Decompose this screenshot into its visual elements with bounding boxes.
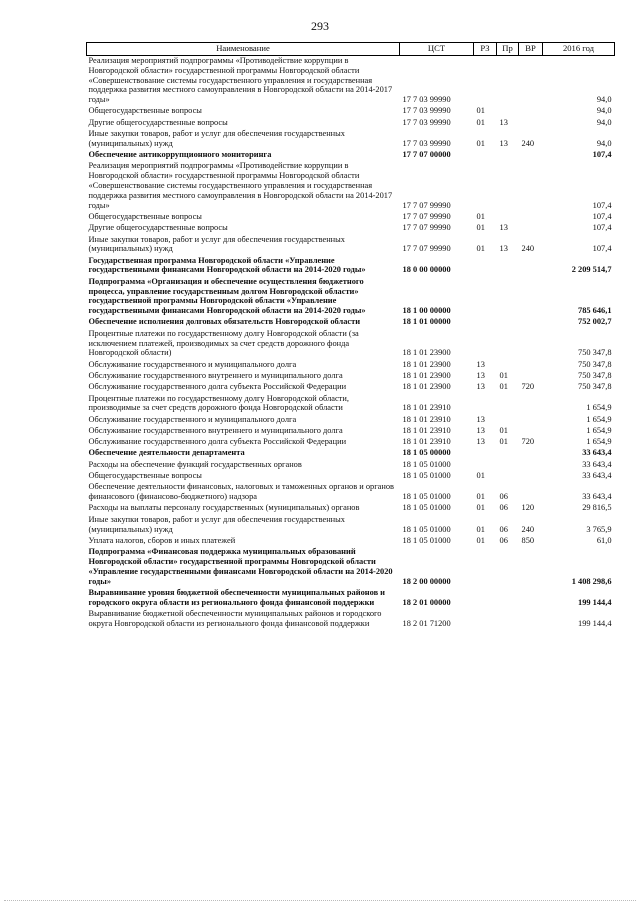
cell-vr: 240 [521, 524, 535, 534]
cell-vr [519, 394, 543, 415]
cell-cst: 18 1 05 00000 [402, 448, 451, 458]
budget-table [86, 42, 615, 630]
cell-sum: 94,0 [596, 106, 612, 116]
cell-sum: 1 408 298,6 [571, 576, 612, 586]
cell-sum: 94,0 [596, 117, 612, 127]
cell-vr [519, 482, 543, 503]
cell-pr: 13 [499, 223, 508, 233]
cell-pr [497, 150, 519, 161]
cell-name: Обслуживание государственного долга субъекта Российской Федерации [88, 437, 347, 447]
header-cst: ЦСТ [400, 43, 474, 56]
table-body [87, 56, 615, 631]
cell-name: Другие общегосударственные вопросы [88, 223, 228, 233]
cell-cst: 17 7 03 99990 [402, 138, 451, 148]
table-header [87, 43, 615, 56]
cell-sum: 750 347,8 [578, 348, 612, 358]
cell-sum: 3 765,9 [586, 524, 612, 534]
cell-name: Обслуживание государственного и муниципального долга [88, 359, 297, 369]
cell-sum: 2 209 514,7 [571, 265, 612, 275]
cell-cst: 18 1 05 01000 [402, 524, 451, 534]
cell-pr: 06 [499, 492, 508, 502]
cell-name: Иные закупки товаров, работ и услуг для обеспечения государственных (муниципальных) нужд [88, 129, 345, 148]
cell-pr: 13 [499, 117, 508, 127]
table-row [87, 277, 615, 318]
cell-pr: 01 [499, 370, 508, 380]
table-row [87, 415, 615, 426]
table-row [87, 235, 615, 256]
table-row [87, 536, 615, 547]
cell-pr: 01 [499, 382, 508, 392]
cell-pr [497, 256, 519, 277]
table-row [87, 515, 615, 536]
cell-rz: 01 [476, 535, 485, 545]
cell-sum: 752 002,7 [578, 317, 612, 327]
cell-sum: 107,4 [592, 200, 612, 210]
header-name: Наименование [87, 43, 400, 56]
page-number: 293 [311, 19, 329, 33]
cell-name: Общегосударственные вопросы [88, 471, 202, 481]
cell-name: Подпрограмма «Финансовая поддержка муниципальных образований Новгородской области» государственной программы Новгородской области «Управление государственными финансами Новгородской области на 2014-2020 годы» [88, 547, 393, 586]
cell-cst: 18 2 00 00000 [402, 576, 451, 586]
table-row [87, 317, 615, 328]
cell-cst: 18 1 01 23900 [402, 359, 451, 369]
cell-cst: 18 0 00 00000 [402, 265, 451, 275]
cell-pr [497, 471, 519, 482]
cell-vr [519, 212, 543, 223]
cell-rz: 01 [476, 524, 485, 534]
scan-edge-dots [4, 898, 636, 901]
cell-rz [474, 547, 497, 588]
cell-cst: 17 7 03 99990 [402, 95, 451, 105]
cell-pr: 06 [499, 524, 508, 534]
cell-sum: 1 654,9 [586, 425, 612, 435]
cell-pr [497, 161, 519, 211]
cell-cst: 17 7 03 99990 [402, 106, 451, 116]
cell-vr [519, 118, 543, 129]
cell-sum: 33 643,4 [582, 448, 612, 458]
cell-sum: 785 646,1 [578, 306, 612, 316]
table-row [87, 547, 615, 588]
table-row [87, 460, 615, 471]
header-year: 2016 год [543, 43, 615, 56]
cell-cst: 17 7 07 99990 [402, 244, 451, 254]
cell-vr: 720 [521, 382, 535, 392]
cell-rz [474, 588, 497, 609]
cell-pr: 06 [499, 503, 508, 513]
cell-rz [474, 460, 497, 471]
cell-cst: 17 7 03 99990 [402, 117, 451, 127]
table-row [87, 588, 615, 609]
cell-cst: 18 1 05 01000 [402, 492, 451, 502]
cell-rz [474, 317, 497, 328]
cell-sum: 199 144,4 [578, 618, 612, 628]
cell-pr [497, 609, 519, 630]
cell-sum: 750 347,8 [578, 370, 612, 380]
cell-rz: 13 [476, 414, 485, 424]
cell-rz [474, 277, 497, 318]
cell-pr: 13 [499, 138, 508, 148]
cell-name: Обслуживание государственного долга субъекта Российской Федерации [88, 382, 347, 392]
table-row [87, 609, 615, 630]
cell-name: Общегосударственные вопросы [88, 106, 202, 116]
cell-sum: 1 654,9 [586, 414, 612, 424]
cell-vr [519, 426, 543, 437]
cell-sum: 33 643,4 [582, 471, 612, 481]
cell-rz: 01 [476, 117, 485, 127]
cell-rz: 13 [476, 370, 485, 380]
table-row [87, 106, 615, 117]
cell-vr [519, 415, 543, 426]
cell-sum: 199 144,4 [578, 597, 612, 607]
cell-pr [497, 415, 519, 426]
cell-rz: 13 [476, 425, 485, 435]
cell-sum: 29 816,5 [582, 503, 612, 513]
cell-name: Реализация мероприятий подпрограммы «Противодействие коррупции в Новгородской области» государственной программы Новгородской области «Совершенствование системы государственного управления и государственная поддержка развития местного самоуправления в Новгородской области на 2014-2017 годы» [88, 161, 393, 210]
cell-pr [497, 329, 519, 360]
cell-pr [497, 460, 519, 471]
table-row [87, 129, 615, 150]
cell-name: Выравнивание бюджетной обеспеченности муниципальных районов и городского округа Новгородской области из регионального фонда финансовой поддержки [88, 608, 382, 628]
cell-cst: 18 1 01 23900 [402, 348, 451, 358]
cell-pr: 13 [499, 244, 508, 254]
cell-sum: 750 347,8 [578, 359, 612, 369]
cell-cst: 18 1 01 23910 [402, 403, 451, 413]
cell-rz: 01 [476, 106, 485, 116]
table-row [87, 223, 615, 234]
cell-vr: 720 [521, 437, 535, 447]
table-row [87, 448, 615, 459]
cell-cst: 17 7 07 99990 [402, 211, 451, 221]
cell-name: Иные закупки товаров, работ и услуг для обеспечения государственных (муниципальных) нужд [88, 514, 345, 534]
cell-rz: 13 [476, 437, 485, 447]
cell-pr [497, 212, 519, 223]
cell-cst: 18 1 05 01000 [402, 503, 451, 513]
cell-pr [497, 277, 519, 318]
cell-cst: 18 1 00 00000 [402, 306, 451, 316]
cell-name: Выравнивание уровня бюджетной обеспеченности муниципальных районов и городского округа области из регионального фонда финансовой поддержки [88, 587, 386, 607]
cell-name: Процентные платежи по государственному долгу Новгородской области, производимые за счет средств дорожного фонда Новгородской области [88, 393, 349, 413]
cell-name: Обслуживание государственного и муниципального долга [88, 414, 297, 424]
cell-name: Расходы на обеспечение функций государственных органов [88, 459, 302, 469]
cell-rz: 01 [476, 244, 485, 254]
cell-cst: 18 1 05 01000 [402, 459, 451, 469]
cell-vr: 120 [521, 503, 535, 513]
cell-vr [519, 161, 543, 211]
header-rz: РЗ [474, 43, 497, 56]
table-row [87, 394, 615, 415]
cell-pr [497, 106, 519, 117]
cell-pr [497, 588, 519, 609]
cell-cst: 17 7 07 99990 [402, 200, 451, 210]
cell-rz [474, 609, 497, 630]
cell-cst: 18 1 05 01000 [402, 535, 451, 545]
cell-rz [474, 394, 497, 415]
cell-rz [474, 256, 497, 277]
cell-cst: 18 2 01 71200 [402, 618, 451, 628]
cell-cst: 18 1 01 23910 [402, 425, 451, 435]
table-row [87, 118, 615, 129]
cell-pr: 06 [499, 535, 508, 545]
cell-name: Другие общегосударственные вопросы [88, 117, 228, 127]
cell-vr [519, 329, 543, 360]
cell-name: Иные закупки товаров, работ и услуг для обеспечения государственных (муниципальных) нужд [88, 234, 345, 254]
cell-vr [519, 371, 543, 382]
cell-name: Подпрограмма «Организация и обеспечение осуществления бюджетного процесса, управление государственным долгом Новгородской области» государственной программы Новгородской области «Управление государственными финансами Новгородской области на 2014-2020 годы» [88, 276, 366, 316]
cell-vr: 240 [521, 138, 535, 148]
cell-name: Обеспечение деятельности департамента [88, 448, 245, 458]
cell-sum: 1 654,9 [586, 437, 612, 447]
cell-sum: 94,0 [596, 95, 612, 105]
cell-vr [519, 256, 543, 277]
table-row [87, 56, 615, 107]
cell-sum: 33 643,4 [582, 492, 612, 502]
cell-cst: 18 1 01 23910 [402, 437, 451, 447]
cell-rz: 01 [476, 211, 485, 221]
cell-rz: 01 [476, 223, 485, 233]
cell-pr: 01 [499, 437, 508, 447]
cell-pr: 01 [499, 425, 508, 435]
cell-vr [519, 609, 543, 630]
cell-vr [519, 106, 543, 117]
cell-sum: 61,0 [596, 535, 612, 545]
cell-name: Процентные платежи по государственному долгу Новгородской области (за исключением платежей, производимых за счет средств дорожного фонда Новгородской области) [88, 328, 359, 358]
cell-name: Обеспечение антикоррупционного мониторинга [88, 150, 272, 160]
cell-pr [497, 360, 519, 371]
cell-name: Обеспечение исполнения долговых обязательств Новгородской области [88, 317, 361, 327]
table-row [87, 212, 615, 223]
header-vr: ВР [519, 43, 543, 56]
table-row [87, 503, 615, 514]
cell-vr [519, 360, 543, 371]
header-pr: Пр [497, 43, 519, 56]
cell-sum: 750 347,8 [578, 382, 612, 392]
cell-sum: 107,4 [592, 211, 612, 221]
cell-pr [497, 317, 519, 328]
table-row [87, 161, 615, 211]
cell-vr [519, 56, 543, 107]
cell-rz: 01 [476, 138, 485, 148]
cell-vr [519, 150, 543, 161]
cell-sum: 107,4 [592, 223, 612, 233]
cell-name: Обслуживание государственного внутреннего и муниципального долга [88, 425, 343, 435]
cell-cst: 18 1 01 00000 [402, 317, 451, 327]
cell-rz: 13 [476, 359, 485, 369]
cell-pr [497, 56, 519, 107]
cell-vr [519, 588, 543, 609]
table-row [87, 471, 615, 482]
cell-rz: 13 [476, 382, 485, 392]
cell-vr [519, 471, 543, 482]
table-row [87, 426, 615, 437]
cell-vr [519, 317, 543, 328]
cell-sum: 107,4 [592, 150, 612, 160]
table-row [87, 256, 615, 277]
cell-pr [497, 394, 519, 415]
cell-vr: 850 [521, 535, 535, 545]
table-row [87, 382, 615, 393]
cell-cst: 18 1 01 23910 [402, 414, 451, 424]
cell-name: Уплата налогов, сборов и иных платежей [88, 535, 236, 545]
cell-rz [474, 329, 497, 360]
cell-cst: 18 1 05 01000 [402, 471, 451, 481]
cell-rz: 01 [476, 503, 485, 513]
cell-vr [519, 223, 543, 234]
cell-vr [519, 547, 543, 588]
cell-name: Общегосударственные вопросы [88, 211, 202, 221]
table-row [87, 329, 615, 360]
table-row [87, 150, 615, 161]
cell-rz [474, 161, 497, 211]
table-row [87, 360, 615, 371]
cell-name: Расходы на выплаты персоналу государственных (муниципальных) органов [88, 503, 360, 513]
cell-name: Обеспечение деятельности финансовых, налоговых и таможенных органов и органов финансового (финансово-бюджетного) надзора [88, 482, 395, 502]
table-row [87, 371, 615, 382]
cell-sum: 94,0 [596, 138, 612, 148]
cell-pr [497, 448, 519, 459]
cell-vr [519, 460, 543, 471]
cell-cst: 17 7 07 00000 [402, 150, 451, 160]
cell-vr [519, 448, 543, 459]
cell-sum: 33 643,4 [582, 459, 612, 469]
cell-rz: 01 [476, 492, 485, 502]
cell-name: Обслуживание государственного внутреннего и муниципального долга [88, 370, 343, 380]
cell-rz: 01 [476, 471, 485, 481]
cell-cst: 18 1 01 23900 [402, 382, 451, 392]
cell-vr: 240 [521, 244, 535, 254]
cell-rz [474, 56, 497, 107]
cell-vr [519, 277, 543, 318]
table-row [87, 482, 615, 503]
cell-cst: 18 1 01 23900 [402, 370, 451, 380]
cell-name: Государственная программа Новгородской области «Управление государственными финансами Новгородской области на 2014-2020 годы» [88, 255, 366, 275]
cell-pr [497, 547, 519, 588]
cell-rz [474, 448, 497, 459]
cell-cst: 18 2 01 00000 [402, 597, 451, 607]
cell-rz [474, 150, 497, 161]
cell-cst: 17 7 07 99990 [402, 223, 451, 233]
cell-sum: 107,4 [592, 244, 612, 254]
table-row [87, 437, 615, 448]
cell-name: Реализация мероприятий подпрограммы «Противодействие коррупции в Новгородской области» государственной программы Новгородской области «Совершенствование системы государственного управления и государственная поддержка развития местного самоуправления в Новгородской области на 2014-2017 годы» [88, 56, 393, 105]
cell-sum: 1 654,9 [586, 403, 612, 413]
